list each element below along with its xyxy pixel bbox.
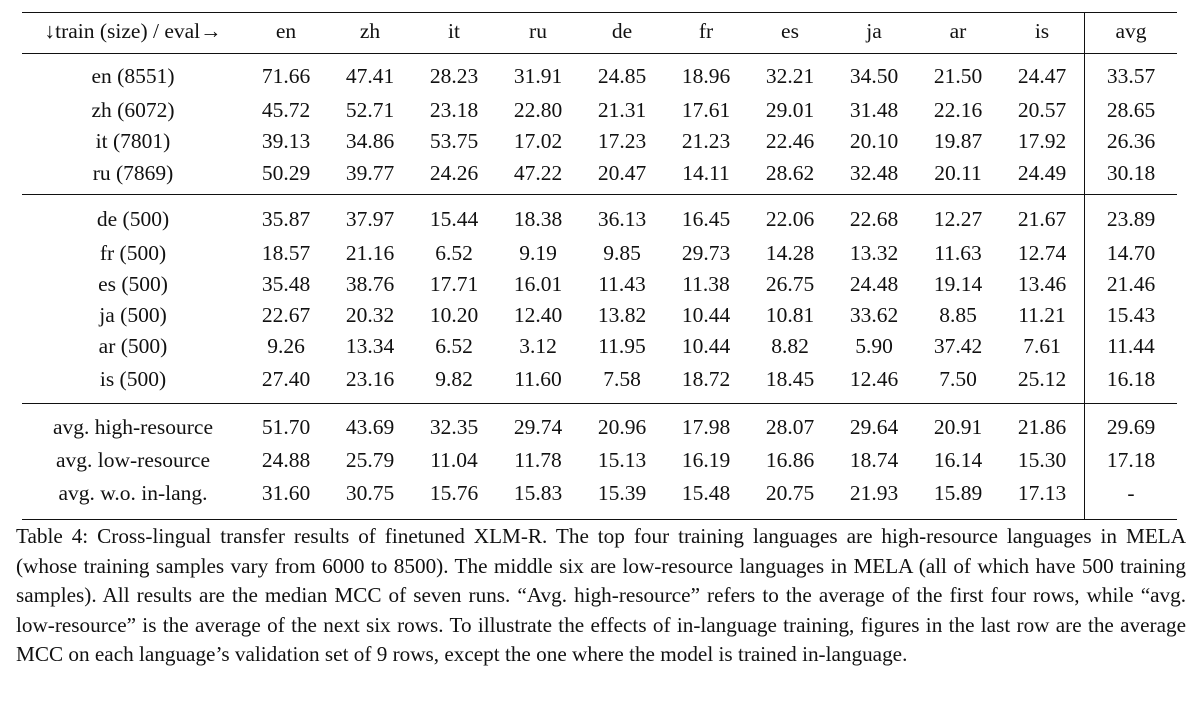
avg-cell: - <box>1085 476 1178 520</box>
score-cell: 23.16 <box>345 367 395 392</box>
score-cell: 14.11 <box>682 161 730 186</box>
results-table <box>22 12 1177 520</box>
score-cell: 24.88 <box>261 447 311 472</box>
score-cell: 29.73 <box>681 240 731 265</box>
score-cell: 22.16 <box>933 97 983 122</box>
score-cell: 13.82 <box>597 302 647 327</box>
row-label: zh (6072) <box>91 97 175 122</box>
row-label: avg. low-resource <box>55 447 211 472</box>
table-row <box>22 300 1177 331</box>
score-cell: 8.85 <box>939 302 977 327</box>
score-cell: 45.72 <box>261 97 311 122</box>
score-cell: 33.62 <box>849 302 899 327</box>
score-cell: 11.04 <box>430 447 478 472</box>
score-cell: 21.50 <box>933 64 983 89</box>
table-row <box>22 95 1177 126</box>
score-cell: 21.23 <box>681 128 731 153</box>
score-cell: 15.30 <box>1017 447 1067 472</box>
score-cell: 11.38 <box>682 271 730 296</box>
table-row <box>22 362 1177 404</box>
row-label: is (500) <box>99 367 167 392</box>
score-cell: 17.98 <box>681 414 731 439</box>
table-row <box>22 445 1177 476</box>
score-cell: 24.47 <box>1017 64 1067 89</box>
score-cell: 37.42 <box>933 333 983 358</box>
score-cell: 15.89 <box>933 481 983 506</box>
score-cell: 53.75 <box>429 128 479 153</box>
score-cell: 20.91 <box>933 414 983 439</box>
score-cell: 25.12 <box>1017 367 1067 392</box>
avg-cell: 11.44 <box>1085 331 1178 362</box>
score-cell: 34.50 <box>849 64 899 89</box>
score-cell: 37.97 <box>345 206 395 231</box>
score-cell: 26.75 <box>765 271 815 296</box>
header-cell: ru <box>529 19 547 44</box>
score-cell: 43.69 <box>345 414 395 439</box>
score-cell: 36.13 <box>597 206 647 231</box>
score-cell: 9.19 <box>519 240 557 265</box>
score-cell: 10.44 <box>681 333 731 358</box>
table-row <box>22 54 1177 96</box>
score-cell: 23.18 <box>429 97 479 122</box>
header-cell: it <box>448 19 460 44</box>
score-cell: 11.21 <box>1018 302 1066 327</box>
score-cell: 29.01 <box>765 97 815 122</box>
score-cell: 52.71 <box>345 97 395 122</box>
score-cell: 12.74 <box>1017 240 1067 265</box>
score-cell: 30.75 <box>345 481 395 506</box>
score-cell: 11.78 <box>514 447 562 472</box>
row-label: ru (7869) <box>92 161 174 186</box>
score-cell: 24.48 <box>849 271 899 296</box>
score-cell: 15.83 <box>513 481 563 506</box>
row-label: es (500) <box>98 271 168 296</box>
score-cell: 8.82 <box>771 333 809 358</box>
score-cell: 34.86 <box>345 128 395 153</box>
score-cell: 20.11 <box>934 161 982 186</box>
score-cell: 12.40 <box>513 302 563 327</box>
row-label: avg. high-resource <box>53 414 213 439</box>
score-cell: 10.20 <box>429 302 479 327</box>
table-row <box>22 238 1177 269</box>
average-rows-group <box>22 404 1177 520</box>
header-cell: is <box>1034 19 1050 44</box>
row-label: fr (500) <box>99 240 167 265</box>
header-cell: zh <box>359 19 381 44</box>
score-cell: 17.02 <box>513 128 563 153</box>
score-cell: 24.49 <box>1017 161 1067 186</box>
score-cell: 22.06 <box>765 206 815 231</box>
score-cell: 14.28 <box>765 240 815 265</box>
score-cell: 39.13 <box>261 128 311 153</box>
score-cell: 13.46 <box>1017 271 1067 296</box>
score-cell: 20.96 <box>597 414 647 439</box>
score-cell: 51.70 <box>261 414 311 439</box>
header-cell: ar <box>949 19 967 44</box>
table-row <box>22 126 1177 157</box>
table-row <box>22 157 1177 195</box>
score-cell: 22.46 <box>765 128 815 153</box>
score-cell: 16.14 <box>933 447 983 472</box>
score-cell: 15.13 <box>597 447 647 472</box>
score-cell: 32.35 <box>429 414 479 439</box>
avg-cell: 29.69 <box>1085 404 1178 446</box>
score-cell: 17.92 <box>1017 128 1067 153</box>
score-cell: 31.91 <box>513 64 563 89</box>
score-cell: 29.74 <box>513 414 563 439</box>
score-cell: 10.44 <box>681 302 731 327</box>
avg-cell: 16.18 <box>1085 362 1178 404</box>
score-cell: 15.76 <box>429 481 479 506</box>
score-cell: 7.50 <box>939 367 977 392</box>
avg-cell: 28.65 <box>1085 95 1178 126</box>
score-cell: 16.19 <box>681 447 731 472</box>
avg-cell: 26.36 <box>1085 126 1178 157</box>
score-cell: 27.40 <box>261 367 311 392</box>
score-cell: 18.72 <box>681 367 731 392</box>
score-cell: 9.82 <box>435 367 473 392</box>
score-cell: 15.39 <box>597 481 647 506</box>
score-cell: 32.48 <box>849 161 899 186</box>
header-cell: ↓train (size) / eval→ <box>44 19 222 44</box>
score-cell: 18.74 <box>849 447 899 472</box>
score-cell: 21.16 <box>345 240 395 265</box>
score-cell: 6.52 <box>435 333 473 358</box>
score-cell: 11.63 <box>934 240 982 265</box>
score-cell: 12.27 <box>933 206 983 231</box>
low-resource-group <box>22 195 1177 404</box>
score-cell: 19.87 <box>933 128 983 153</box>
row-label: avg. w.o. in-lang. <box>58 481 208 506</box>
row-label: de (500) <box>96 206 170 231</box>
score-cell: 9.85 <box>603 240 641 265</box>
score-cell: 39.77 <box>345 161 395 186</box>
header-cell: de <box>611 19 633 44</box>
score-cell: 18.57 <box>261 240 311 265</box>
score-cell: 38.76 <box>345 271 395 296</box>
header-cell: es <box>781 19 799 44</box>
score-cell: 24.85 <box>597 64 647 89</box>
table-row <box>22 195 1177 239</box>
header-cell: avg <box>1085 13 1178 54</box>
avg-cell: 15.43 <box>1085 300 1178 331</box>
score-cell: 9.26 <box>267 333 305 358</box>
table-row <box>22 476 1177 520</box>
score-cell: 15.48 <box>681 481 731 506</box>
score-cell: 20.10 <box>849 128 899 153</box>
score-cell: 71.66 <box>261 64 311 89</box>
score-cell: 20.47 <box>597 161 647 186</box>
score-cell: 22.68 <box>849 206 899 231</box>
row-label: it (7801) <box>95 128 171 153</box>
table-row <box>22 404 1177 446</box>
score-cell: 18.38 <box>513 206 563 231</box>
score-cell: 24.26 <box>429 161 479 186</box>
avg-cell: 30.18 <box>1085 157 1178 195</box>
avg-cell: 23.89 <box>1085 195 1178 239</box>
score-cell: 13.34 <box>345 333 395 358</box>
avg-cell: 21.46 <box>1085 269 1178 300</box>
avg-cell: 14.70 <box>1085 238 1178 269</box>
header-cell: fr <box>698 19 714 44</box>
score-cell: 28.62 <box>765 161 815 186</box>
score-cell: 5.90 <box>855 333 893 358</box>
score-cell: 22.67 <box>261 302 311 327</box>
score-cell: 21.86 <box>1017 414 1067 439</box>
score-cell: 21.31 <box>597 97 647 122</box>
table-caption: Table 4: Cross-lingual transfer results of finetuned XLM-R. The top four training languages are high-resource languages in MELA (whose training samples vary from 6000 to 8500). The middle six are low-resource languages in MELA (all of which have 500 training samples). All results are the median MCC of seven runs. “Avg. high-resource” refers to the average of the first four rows, while “avg. low-resource” is the average of the next six rows. To illustrate the effects of in-language training, figures in the last row are the average MCC on each language’s validation set of 9 rows, except the one where the model is trained in-language. <box>16 524 1186 667</box>
score-cell: 50.29 <box>261 161 311 186</box>
score-cell: 47.41 <box>345 64 395 89</box>
score-cell: 7.61 <box>1023 333 1061 358</box>
row-label: en (8551) <box>91 64 175 89</box>
score-cell: 25.79 <box>345 447 395 472</box>
score-cell: 21.67 <box>1017 206 1067 231</box>
score-cell: 16.86 <box>765 447 815 472</box>
table-row <box>22 331 1177 362</box>
table-header-row <box>22 13 1177 54</box>
score-cell: 17.13 <box>1017 481 1067 506</box>
avg-cell: 17.18 <box>1085 445 1178 476</box>
header-cell: en <box>275 19 297 44</box>
score-cell: 28.23 <box>429 64 479 89</box>
score-cell: 11.95 <box>598 333 646 358</box>
score-cell: 17.61 <box>681 97 731 122</box>
score-cell: 29.64 <box>849 414 899 439</box>
high-resource-group <box>22 54 1177 195</box>
score-cell: 3.12 <box>519 333 557 358</box>
score-cell: 28.07 <box>765 414 815 439</box>
score-cell: 11.60 <box>514 367 562 392</box>
score-cell: 7.58 <box>603 367 641 392</box>
score-cell: 12.46 <box>849 367 899 392</box>
score-cell: 32.21 <box>765 64 815 89</box>
score-cell: 21.93 <box>849 481 899 506</box>
score-cell: 10.81 <box>765 302 815 327</box>
score-cell: 17.71 <box>429 271 479 296</box>
score-cell: 20.32 <box>345 302 395 327</box>
score-cell: 22.80 <box>513 97 563 122</box>
score-cell: 6.52 <box>435 240 473 265</box>
score-cell: 11.43 <box>598 271 646 296</box>
score-cell: 31.60 <box>261 481 311 506</box>
score-cell: 31.48 <box>849 97 899 122</box>
table-row <box>22 269 1177 300</box>
score-cell: 35.87 <box>261 206 311 231</box>
score-cell: 35.48 <box>261 271 311 296</box>
row-label: ar (500) <box>98 333 168 358</box>
avg-cell: 33.57 <box>1085 54 1178 96</box>
row-label: ja (500) <box>99 302 167 327</box>
score-cell: 18.45 <box>765 367 815 392</box>
score-cell: 16.01 <box>513 271 563 296</box>
score-cell: 47.22 <box>513 161 563 186</box>
score-cell: 16.45 <box>681 206 731 231</box>
score-cell: 19.14 <box>933 271 983 296</box>
score-cell: 15.44 <box>429 206 479 231</box>
score-cell: 17.23 <box>597 128 647 153</box>
score-cell: 20.75 <box>765 481 815 506</box>
score-cell: 13.32 <box>849 240 899 265</box>
header-cell: ja <box>866 19 882 44</box>
score-cell: 18.96 <box>681 64 731 89</box>
score-cell: 20.57 <box>1017 97 1067 122</box>
